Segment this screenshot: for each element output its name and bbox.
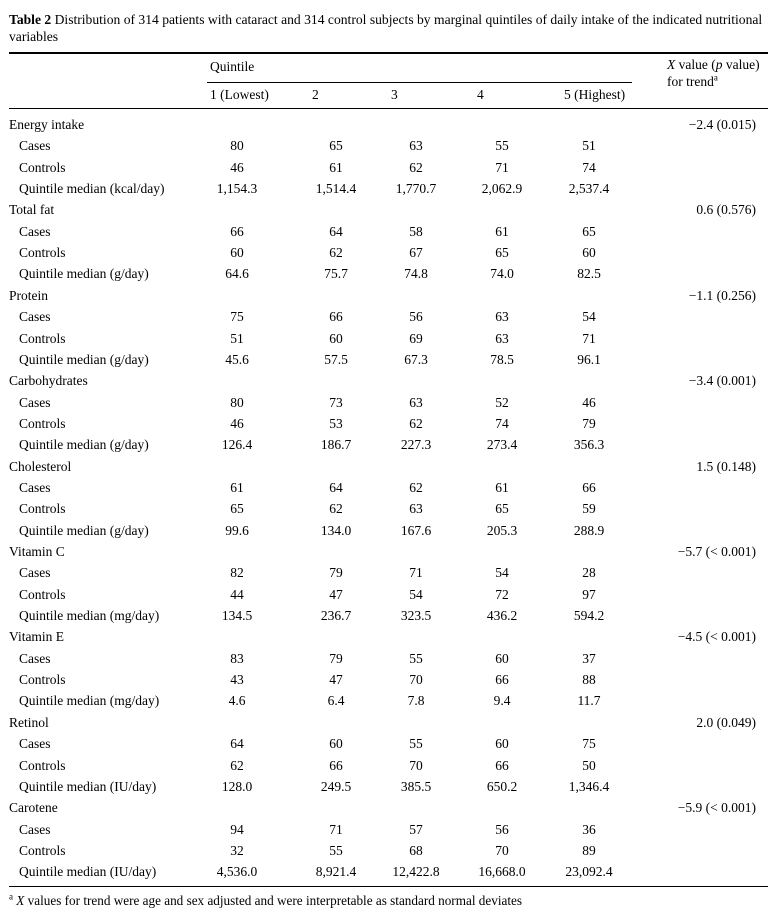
row-label: Cases: [19, 821, 51, 837]
col-header-q4: 4: [477, 87, 484, 102]
table-row: [0, 160, 773, 181]
cell-q3: 55: [409, 736, 423, 752]
cell-q5: 51: [582, 138, 596, 154]
cell-q4: 56: [495, 821, 509, 837]
table-row: [0, 523, 773, 544]
cell-q3: 69: [409, 330, 423, 346]
cell-q3: 1,770.7: [395, 181, 437, 197]
group-row: [0, 459, 773, 480]
cell-q5: 356.3: [573, 437, 605, 453]
row-label: Controls: [19, 330, 66, 346]
cell-q5: 54: [582, 309, 596, 325]
cell-q5: 60: [582, 245, 596, 261]
cell-q3: 62: [409, 415, 423, 431]
cell-q5: 594.2: [573, 608, 605, 624]
row-label: Quintile median (mg/day): [19, 693, 160, 709]
col-header-q1: 1 (Lowest): [210, 87, 269, 102]
table-row: [0, 480, 773, 501]
cell-q2: 66: [329, 757, 343, 773]
cell-q3: 63: [409, 138, 423, 154]
row-label: Quintile median (IU/day): [19, 778, 157, 794]
cell-q3: 57: [409, 821, 423, 837]
cell-q5: 65: [582, 223, 596, 239]
group-label: Retinol: [9, 714, 49, 730]
cell-q1: 80: [230, 394, 244, 410]
cell-q3: 58: [409, 223, 423, 239]
cell-q3: 227.3: [400, 437, 432, 453]
table-row: [0, 693, 773, 714]
cell-q5: 28: [582, 565, 596, 581]
cell-q2: 6.4: [327, 693, 345, 709]
cell-q1: 4.6: [228, 693, 246, 709]
cell-q4: 61: [495, 223, 509, 239]
group-label: Carbohydrates: [9, 373, 88, 389]
cell-q4: 65: [495, 245, 509, 261]
cell-q1: 32: [230, 842, 244, 858]
row-label: Controls: [19, 842, 66, 858]
group-label: Cholesterol: [9, 458, 72, 474]
cell-q2: 65: [329, 138, 343, 154]
cell-q1: 43: [230, 672, 244, 688]
cell-q2: 47: [329, 672, 343, 688]
cell-q5: 23,092.4: [565, 864, 613, 880]
row-label: Cases: [19, 394, 51, 410]
trend-value: −3.4 (0.001): [688, 373, 756, 389]
group-row: [0, 373, 773, 394]
cell-q2: 47: [329, 586, 343, 602]
trend-value: 1.5 (0.148): [696, 458, 756, 474]
row-label: Cases: [19, 138, 51, 154]
cell-q2: 53: [329, 415, 343, 431]
cell-q1: 45.6: [225, 351, 249, 367]
footnote-x: X: [16, 893, 25, 908]
cell-q5: 1,346.4: [568, 778, 610, 794]
row-label: Quintile median (IU/day): [19, 864, 157, 880]
cell-q3: 56: [409, 309, 423, 325]
table-label: Table 2: [9, 12, 52, 27]
cell-q5: 59: [582, 501, 596, 517]
row-label: Controls: [19, 586, 66, 602]
cell-q3: 167.6: [400, 522, 432, 538]
cell-q3: 70: [409, 757, 423, 773]
cell-q1: 65: [230, 501, 244, 517]
cell-q3: 67: [409, 245, 423, 261]
cell-q4: 61: [495, 479, 509, 495]
cell-q2: 8,921.4: [315, 864, 357, 880]
row-label: Cases: [19, 650, 51, 666]
group-row: [0, 715, 773, 736]
cell-q3: 74.8: [404, 266, 428, 282]
cell-q2: 60: [329, 330, 343, 346]
cell-q3: 67.3: [404, 351, 428, 367]
cell-q1: 80: [230, 138, 244, 154]
table-row: [0, 416, 773, 437]
cell-q5: 79: [582, 415, 596, 431]
cell-q1: 61: [230, 479, 244, 495]
table-row: [0, 608, 773, 629]
cell-q5: 46: [582, 394, 596, 410]
cell-q5: 74: [582, 159, 596, 175]
cell-q5: 50: [582, 757, 596, 773]
trend-value: −5.9 (< 0.001): [677, 800, 756, 816]
cell-q5: 82.5: [577, 266, 601, 282]
cell-q2: 57.5: [324, 351, 348, 367]
cell-q4: 60: [495, 650, 509, 666]
cell-q1: 62: [230, 757, 244, 773]
row-label: Quintile median (g/day): [19, 266, 149, 282]
cell-q2: 71: [329, 821, 343, 837]
table-row: [0, 181, 773, 202]
cell-q4: 55: [495, 138, 509, 154]
cell-q3: 70: [409, 672, 423, 688]
cell-q1: 66: [230, 223, 244, 239]
row-label: Quintile median (mg/day): [19, 608, 160, 624]
cell-q1: 134.5: [221, 608, 253, 624]
cell-q1: 1,154.3: [216, 181, 258, 197]
group-label: Carotene: [9, 800, 58, 816]
group-row: [0, 288, 773, 309]
table-row: [0, 565, 773, 586]
quintile-rule: [207, 82, 632, 83]
trend-value: −4.5 (< 0.001): [677, 629, 756, 645]
cell-q5: 66: [582, 479, 596, 495]
cell-q5: 96.1: [577, 351, 601, 367]
cell-q4: 65: [495, 501, 509, 517]
cell-q4: 205.3: [486, 522, 518, 538]
cell-q4: 78.5: [490, 351, 514, 367]
cell-q5: 288.9: [573, 522, 605, 538]
cell-q2: 186.7: [320, 437, 352, 453]
cell-q2: 55: [329, 842, 343, 858]
cell-q1: 64: [230, 736, 244, 752]
cell-q4: 74: [495, 415, 509, 431]
col-header-q3: 3: [391, 87, 398, 102]
table-row: [0, 758, 773, 779]
cell-q2: 66: [329, 309, 343, 325]
cell-q1: 126.4: [221, 437, 253, 453]
cell-q4: 273.4: [486, 437, 518, 453]
group-label: Total fat: [9, 202, 55, 218]
row-label: Quintile median (g/day): [19, 522, 149, 538]
cell-q2: 62: [329, 501, 343, 517]
cell-q2: 134.0: [320, 522, 352, 538]
cell-q2: 79: [329, 650, 343, 666]
cell-q2: 249.5: [320, 778, 352, 794]
row-label: Cases: [19, 223, 51, 239]
cell-q1: 75: [230, 309, 244, 325]
cell-q5: 11.7: [577, 693, 601, 709]
cell-q4: 52: [495, 394, 509, 410]
cell-q2: 79: [329, 565, 343, 581]
cell-q1: 99.6: [225, 522, 249, 538]
cell-q3: 7.8: [407, 693, 425, 709]
quintile-header: Quintile: [210, 59, 255, 74]
row-label: Cases: [19, 736, 51, 752]
cell-q3: 12,422.8: [392, 864, 440, 880]
cell-q4: 2,062.9: [481, 181, 523, 197]
cell-q4: 70: [495, 842, 509, 858]
cell-q1: 46: [230, 159, 244, 175]
cell-q5: 36: [582, 821, 596, 837]
group-row: [0, 202, 773, 223]
cell-q2: 62: [329, 245, 343, 261]
table-row: [0, 309, 773, 330]
cell-q3: 55: [409, 650, 423, 666]
trend-header-x: X: [667, 57, 676, 72]
cell-q4: 650.2: [486, 778, 518, 794]
trend-value: −1.1 (0.256): [688, 287, 756, 303]
row-label: Cases: [19, 479, 51, 495]
bottom-rule: [9, 886, 768, 887]
header-rule: [9, 108, 768, 109]
group-label: Vitamin E: [9, 629, 65, 645]
cell-q3: 385.5: [400, 778, 432, 794]
cell-q2: 73: [329, 394, 343, 410]
cell-q4: 9.4: [493, 693, 511, 709]
cell-q1: 4,536.0: [216, 864, 258, 880]
trend-header-footmark: a: [713, 72, 718, 82]
cell-q5: 71: [582, 330, 596, 346]
table-row: [0, 736, 773, 757]
footnote-mark: a: [9, 891, 13, 902]
caption-text: Distribution of 314 patients with cataract and 314 control subjects by marginal quintiles of daily intake of the indicated nutritional variables: [9, 12, 763, 44]
group-label: Vitamin C: [9, 544, 65, 559]
table-row: [0, 501, 773, 522]
row-label: Cases: [19, 309, 51, 325]
cell-q2: 236.7: [320, 608, 352, 624]
group-row: [0, 800, 773, 821]
table-row: [0, 779, 773, 800]
table-row: [0, 352, 773, 373]
cell-q2: 64: [329, 223, 343, 239]
trend-value: 0.6 (0.576): [696, 202, 756, 218]
cell-q2: 1,514.4: [315, 181, 357, 197]
row-label: Controls: [19, 501, 66, 517]
cell-q2: 61: [329, 159, 343, 175]
cell-q2: 60: [329, 736, 343, 752]
trend-header-p: p: [715, 57, 723, 72]
trend-header-line2: for trend: [667, 73, 714, 89]
table-caption: [9, 12, 765, 45]
trend-header: [667, 57, 760, 90]
cell-q2: 75.7: [324, 266, 348, 282]
row-label: Controls: [19, 415, 66, 431]
table-row: [0, 822, 773, 843]
cell-q1: 51: [230, 330, 244, 346]
top-rule: [9, 52, 768, 54]
cell-q4: 71: [495, 159, 509, 175]
cell-q5: 89: [582, 842, 596, 858]
cell-q4: 16,668.0: [478, 864, 526, 880]
cell-q1: 128.0: [221, 778, 253, 794]
group-row: [0, 117, 773, 138]
cell-q5: 2,537.4: [568, 181, 610, 197]
cell-q4: 63: [495, 309, 509, 325]
cell-q1: 60: [230, 245, 244, 261]
cell-q4: 63: [495, 330, 509, 346]
table-row: [0, 245, 773, 266]
col-header-q5: 5 (Highest): [564, 87, 626, 102]
table-row: [0, 331, 773, 352]
table-row: [0, 437, 773, 458]
row-label: Quintile median (g/day): [19, 351, 149, 367]
cell-q1: 82: [230, 565, 244, 581]
cell-q1: 83: [230, 650, 244, 666]
cell-q1: 46: [230, 415, 244, 431]
group-label: Energy intake: [9, 117, 85, 132]
row-label: Controls: [19, 159, 66, 175]
table-row: [0, 266, 773, 287]
row-label: Controls: [19, 757, 66, 773]
cell-q4: 66: [495, 757, 509, 773]
cell-q3: 68: [409, 842, 423, 858]
cell-q5: 88: [582, 672, 596, 688]
row-label: Quintile median (g/day): [19, 437, 149, 453]
table-row: [0, 224, 773, 245]
cell-q3: 62: [409, 479, 423, 495]
cell-q4: 72: [495, 586, 509, 602]
trend-value: −2.4 (0.015): [688, 117, 756, 132]
table-row: [0, 587, 773, 608]
trend-value: −5.7 (< 0.001): [677, 544, 756, 559]
cell-q4: 60: [495, 736, 509, 752]
cell-q2: 64: [329, 479, 343, 495]
trend-value: 2.0 (0.049): [696, 714, 756, 730]
row-label: Controls: [19, 672, 66, 688]
row-label: Quintile median (kcal/day): [19, 181, 165, 197]
cell-q5: 97: [582, 586, 596, 602]
cell-q3: 71: [409, 565, 423, 581]
cell-q4: 74.0: [490, 266, 514, 282]
cell-q3: 62: [409, 159, 423, 175]
footnote: [9, 893, 522, 909]
cell-q4: 54: [495, 565, 509, 581]
row-label: Controls: [19, 245, 66, 261]
table-row: [0, 395, 773, 416]
trend-header-part1: value (: [675, 57, 716, 72]
cell-q1: 94: [230, 821, 244, 837]
cell-q5: 37: [582, 650, 596, 666]
group-row: [0, 544, 773, 565]
row-label: Cases: [19, 565, 51, 581]
cell-q5: 75: [582, 736, 596, 752]
table-row: [0, 843, 773, 864]
table-row: [0, 672, 773, 693]
cell-q4: 436.2: [486, 608, 518, 624]
cell-q3: 63: [409, 501, 423, 517]
table-row: [0, 651, 773, 672]
cell-q3: 323.5: [400, 608, 432, 624]
group-label: Protein: [9, 287, 48, 303]
footnote-text: values for trend were age and sex adjusted and were interpretable as standard normal deviates: [24, 893, 522, 908]
table-row: [0, 864, 773, 885]
trend-header-part2: value): [722, 57, 760, 72]
table-row: [0, 138, 773, 159]
cell-q4: 66: [495, 672, 509, 688]
cell-q1: 44: [230, 586, 244, 602]
cell-q3: 54: [409, 586, 423, 602]
col-header-q2: 2: [312, 87, 319, 102]
cell-q3: 63: [409, 394, 423, 410]
cell-q1: 64.6: [225, 266, 249, 282]
group-row: [0, 629, 773, 650]
